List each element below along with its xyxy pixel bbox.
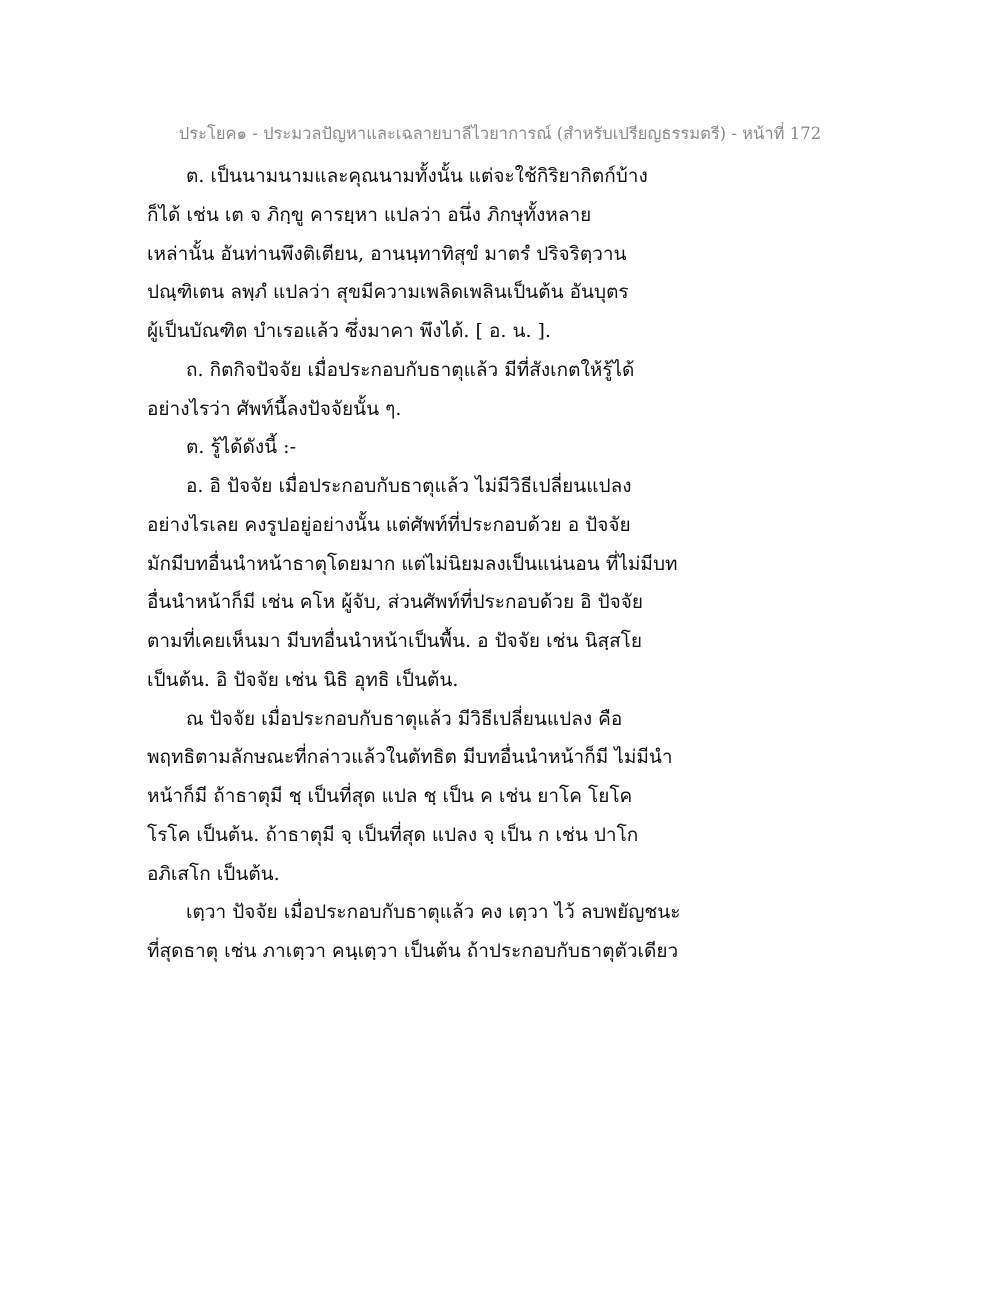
body-text [147,157,707,971]
text-line: อย่างไรว่า ศัพท์นี้ลงปัจจัยนั้น ๆ. [147,397,402,420]
text-line: ถ. กิตกิจปัจจัย เมื่อประกอบกับธาตุแล้ว มีที่สังเกตให้รู้ได้ [186,358,635,381]
running-header: ประโยค๑ - ประมวลปัญหาและเฉลายบาลีไวยาการณ์ (สำหรับเปรียญธรรมตรี) - หน้าที่ 172 [178,124,822,143]
text-line: เหล่านั้น อันท่านพึงติเตียน, อานนฺทาทิสุขํ มาตรํ ปริจริตฺวาน [147,242,627,265]
text-line: อภิเสโก เป็นต้น. [147,862,280,885]
text-line: ที่สุดธาตุ เช่น ภาเตฺวา คนฺเตฺวา เป็นต้น ถ้าประกอบกับธาตุตัวเดียว [147,940,679,962]
text-line: โรโค เป็นต้น. ถ้าธาตุมี จฺ เป็นที่สุด แปลง จฺ เป็น ก เช่น ปาโก [147,823,639,846]
text-line: เป็นต้น. อิ ปัจจัย เช่น นิธิ อุทธิ เป็นต้น. [147,668,459,691]
text-line: ต. รู้ได้ดังนี้ :- [186,436,296,459]
text-line: ณ ปัจจัย เมื่อประกอบกับธาตุแล้ว มีวิธีเปลี่ยนแปลง คือ [186,707,623,730]
text-line: มักมีบทอื่นนำหน้าธาตุโดยมาก แต่ไม่นิยมลงเป็นแน่นอน ที่ไม่มีบท [147,552,678,575]
text-line: อื่นนำหน้าก็มี เช่น คโห ผู้จับ, ส่วนศัพท์ที่ประกอบด้วย อิ ปัจจัย [147,591,644,614]
text-line: อ. อิ ปัจจัย เมื่อประกอบกับธาตุแล้ว ไม่มีวิธีเปลี่ยนแปลง [186,475,632,497]
text-line: พฤทธิตามลักษณะที่กล่าวแล้วในตัทธิต มีบทอื่นนำหน้าก็มี ไม่มีนำ [147,746,673,769]
text-line: ต. เป็นนามนามและคุณนามทั้งนั้น แต่จะใช้กิริยากิตก์บ้าง [186,165,648,187]
text-line: หน้าก็มี ถ้าธาตุมี ชฺ เป็นที่สุด แปล ชฺ เป็น ค เช่น ยาโค โยโค [147,785,633,807]
text-line: อย่างไรเลย คงรูปอยู่อย่างนั้น แต่ศัพท์ที่ประกอบด้วย อ ปัจจัย [147,513,631,536]
text-line: ตามที่เคยเห็นมา มีบทอื่นนำหน้าเป็นพื้น. อ ปัจจัย เช่น นิสฺสโย [147,630,643,652]
text-line: เตฺวา ปัจจัย เมื่อประกอบกับธาตุแล้ว คง เตฺวา ไว้ ลบพยัญชนะ [186,901,681,924]
text-line: ปณฺฑิเตน ลพฺภํ แปลว่า สุขมีความเพลิดเพลินเป็นต้น อันบุตร [147,281,629,304]
text-line: ก็ได้ เช่น เต จ ภิกฺขู คารยฺหา แปลว่า อนึ่ง ภิกษุทั้งหลาย [147,203,592,226]
text-line: ผู้เป็นบัณฑิต บำเรอแล้ว ซึ่งมาคา พึงได้. [ อ. น. ]. [147,320,551,342]
